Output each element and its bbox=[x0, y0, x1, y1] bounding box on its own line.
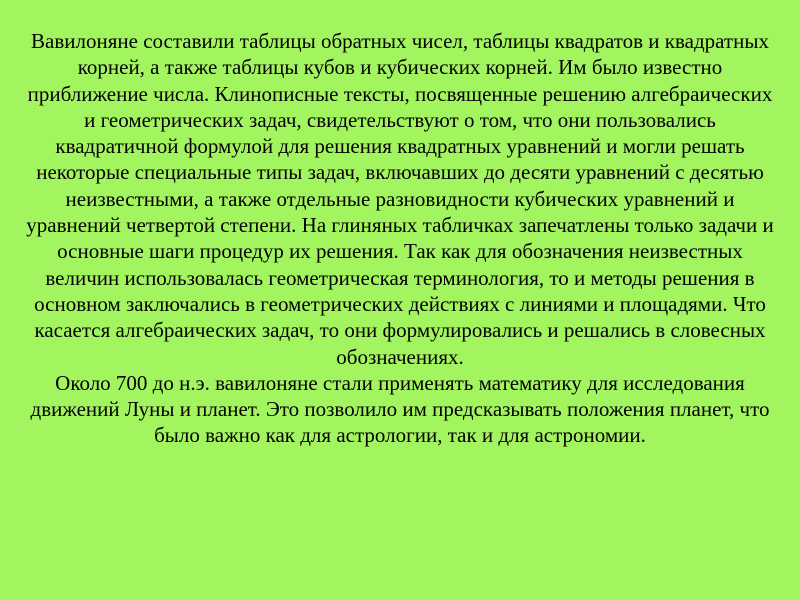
paragraph-astronomy-use: Около 700 до н.э. вавилоняне стали применять математику для исследования движений Луны и планет. Это позволило им предсказывать положения планет, что было важно как для астрологии, так и для астрономии. bbox=[30, 370, 770, 448]
slide-content bbox=[24, 28, 776, 449]
paragraph-babylonian-tables: Вавилоняне составили таблицы обратных чисел, таблицы квадратов и квадратных корней, а также таблицы кубов и кубических корней. Им было известно приближение числа. Клинописные тексты, посвященные решению алгебраических и геометрических задач, свидетельствуют о том, что они пользовались квадратичной формулой для решения квадратных уравнений и могли решать некоторые специальные типы задач, включавших до десяти уравнений с десятью неизвестными, а также отдельные разновидности кубических уравнений и уравнений четвертой степени. На глиняных табличках запечатлены только задачи и основные шаги процедур их решения. Так как для обозначения неизвестных величин использовалась геометрическая терминология, то и методы решения в основном заключались в геометрических действиях с линиями и площадями. Что касается алгебраических задач, то они формулировались и решались в словесных обозначениях. bbox=[26, 29, 774, 369]
